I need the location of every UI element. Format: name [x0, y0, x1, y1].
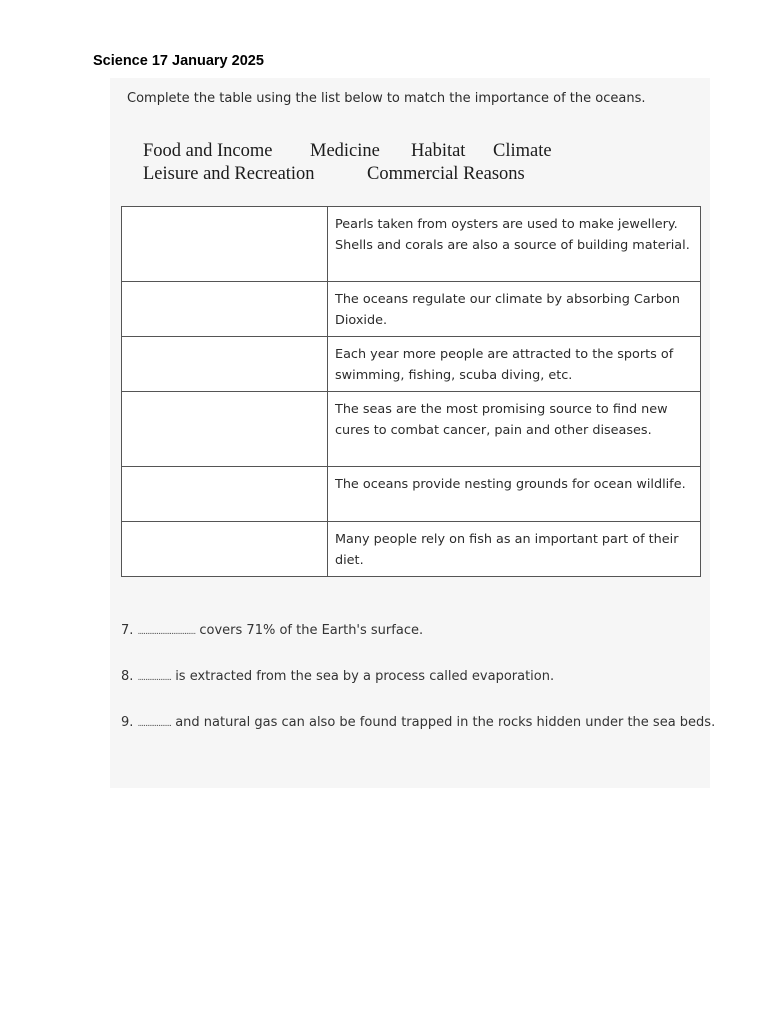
- question-9: [121, 712, 721, 735]
- table-row: [122, 337, 701, 392]
- question-number: 7.: [121, 623, 134, 638]
- matching-table: [121, 206, 701, 577]
- answer-cell[interactable]: [122, 337, 328, 392]
- description-cell: The oceans provide nesting grounds for ocean wildlife.: [328, 467, 701, 522]
- description-cell: The oceans regulate our climate by absorbing Carbon Dioxide.: [328, 282, 701, 337]
- word-bank-item: Climate: [493, 141, 552, 161]
- question-number: 9.: [121, 715, 134, 730]
- word-bank-item: Commercial Reasons: [367, 164, 525, 184]
- word-bank-item: Leisure and Recreation: [143, 164, 315, 184]
- table-row: [122, 467, 701, 522]
- answer-blank[interactable]: ...............................: [137, 627, 196, 637]
- word-bank-row-2: [143, 163, 552, 186]
- table-row: [122, 207, 701, 282]
- answer-cell[interactable]: [122, 392, 328, 467]
- worksheet-instructions: Complete the table using the list below to match the importance of the oceans.: [127, 91, 646, 106]
- description-cell: The seas are the most promising source to find new cures to combat cancer, pain and other diseases.: [328, 392, 701, 467]
- question-number: 8.: [121, 669, 134, 684]
- word-bank-item: Habitat: [411, 141, 466, 161]
- answer-cell[interactable]: [122, 467, 328, 522]
- table-row: [122, 522, 701, 577]
- table-row: [122, 282, 701, 337]
- page-title: Science 17 January 2025: [93, 53, 264, 69]
- description-cell: Pearls taken from oysters are used to make jewellery. Shells and corals are also a source of building material.: [328, 207, 701, 282]
- fill-in-questions: [121, 620, 721, 735]
- question-7: [121, 620, 721, 643]
- description-cell: Many people rely on fish as an important part of their diet.: [328, 522, 701, 577]
- description-cell: Each year more people are attracted to the sports of swimming, fishing, scuba diving, etc.: [328, 337, 701, 392]
- question-text: and natural gas can also be found trapped in the rocks hidden under the sea beds.: [175, 715, 716, 730]
- word-bank-item: Medicine: [310, 141, 380, 161]
- word-bank: [143, 140, 552, 186]
- answer-cell[interactable]: [122, 522, 328, 577]
- question-text: is extracted from the sea by a process called evaporation.: [175, 669, 555, 684]
- answer-blank[interactable]: ..................: [137, 673, 172, 683]
- answer-cell[interactable]: [122, 207, 328, 282]
- word-bank-row-1: [143, 140, 552, 163]
- question-8: [121, 666, 721, 689]
- answer-cell[interactable]: [122, 282, 328, 337]
- word-bank-item: Food and Income: [143, 141, 273, 161]
- question-text: covers 71% of the Earth's surface.: [199, 623, 424, 638]
- table-row: [122, 392, 701, 467]
- answer-blank[interactable]: ..................: [137, 719, 172, 729]
